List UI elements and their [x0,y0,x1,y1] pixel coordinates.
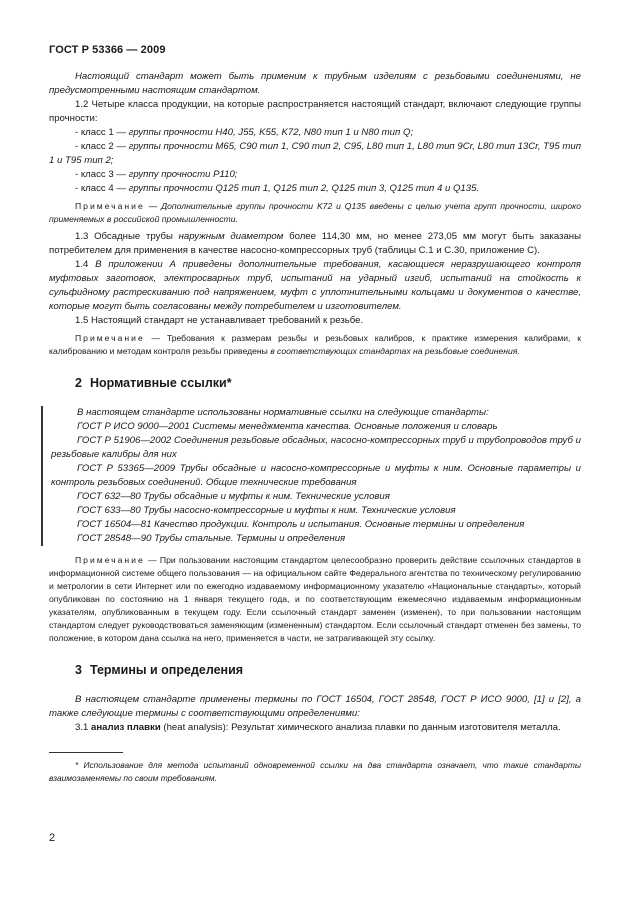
terms-intro: В настоящем стандарте применены термины по ГОСТ 16504, ГОСТ 28548, ГОСТ Р ИСО 9000, [1] и [2], а также следующие термины с соответствующими определениями: [49,694,581,719]
class-label: - класс 1 — [75,127,129,138]
clause-1-5: 1.5 Настоящий стандарт не устанавливает требований к резьбе. [75,315,364,326]
clause-1-2: 1.2 Четыре класса продукции, на которые распространяется настоящий стандарт, включают следующие группы прочности: [49,99,581,124]
note-1-2 [49,200,581,226]
class-label: - класс 2 — [75,141,129,152]
class-list-item [49,126,581,140]
section-title: Нормативные ссылки* [89,376,232,390]
note-1-5 [49,332,581,358]
reference-item: ГОСТ 632—80 Трубы обсадные и муфты к ним. Технические условия [77,491,390,502]
term-definition: (heat analysis): Результат химического анализа плавки по данным изготовителя металла. [160,722,561,733]
footnote-divider [49,752,123,753]
reference-item: ГОСТ Р 53365—2009 Трубы обсадные и насосно-компрессорные и муфты к ним. Основные параметры и контроль резьбовых соединений. Общие технические требования [51,463,581,488]
section-title: Термины и определения [89,663,244,677]
note-text: — Дополнительные группы прочности K72 и Q135 введены с целью учета групп прочности, широко применяемых в российской промышленности. [49,201,581,224]
class-label: - класс 3 — [75,169,129,180]
normative-references-block [41,406,581,546]
note-label: Примечание [75,555,145,565]
class-list-item [49,168,581,182]
document-header: ГОСТ Р 53366 — 2009 [49,44,166,56]
reference-item: ГОСТ 633—80 Трубы насосно-компрессорные и муфты к ним. Технические условия [77,505,456,516]
note-text: — При пользовании настоящим стандартом целесообразно проверить действие ссылочных стандартов в информационной системе общего пользования — на официальном сайте Федерального агентства по техническому регулированию и метрологии в сети Интернет или по ежегодно издаваемому информационному указателю «Национальные стандарты», который опубликован по состоянию на 1 января текущего года, и по соответствующим ежемесячно издаваемым информационным указателям, опубликованным в текущем году. Если ссылочный стандарт заменен (изменен), то при пользовании настоящим стандартом следует руководствоваться заменяющим (измененным) стандартом. Если ссылочный стандарт отменен без замены, то положение, в котором дана ссылка на него, применяется в части, не затрагивающей эту ссылку. [49,555,581,643]
term-number: 3.1 [75,722,92,733]
class-list-item [49,182,581,196]
references-intro: В настоящем стандарте использованы нормативные ссылки на следующие стандарты: [77,407,489,418]
reference-item: ГОСТ Р 51906—2002 Соединения резьбовые обсадных, насосно-компрессорных труб и трубопроводов труб и резьбовые калибры для них [51,435,581,460]
section-number: 3 [75,663,82,677]
page-number: 2 [49,832,56,844]
clause-text: 1.3 Обсадные трубы [75,231,179,242]
clause-1-3 [49,230,581,258]
intro-paragraph: Настоящий стандарт может быть применим к трубным изделиям с резьбовыми соединениями, не предусмотренными настоящим стандартом. [49,71,581,96]
footnote: * Использование для метода испытаний одновременной ссылки на два стандарта означает, что такие стандарты взаимозаменяемы по своим требованиям. [49,760,581,783]
note-section-2 [49,554,581,645]
term-3-1 [49,721,581,735]
class-text: группы прочности Н40, J55, K55, K72, N80 тип 1 и N80 тип Q; [128,127,414,138]
reference-item: ГОСТ Р ИСО 9000—2001 Системы менеджмента качества. Основные положения и словарь [77,421,498,432]
section-3-heading [75,663,581,677]
note-label: Примечание [75,201,145,211]
reference-item: ГОСТ 28548—90 Трубы стальные. Термины и определения [77,533,346,544]
clause-number: 1.4 [75,259,96,270]
note-emphasis: в соответствующих стандартах на резьбовые соединения. [270,346,520,356]
reference-item: ГОСТ 16504—81 Качество продукции. Контроль и испытания. Основные термины и определения [77,519,525,530]
section-2-heading [75,376,581,390]
page-content [49,70,581,785]
class-text: группы прочности Q125 тип 1, Q125 тип 2, Q125 тип 3, Q125 тип 4 и Q135. [128,183,480,194]
clause-1-4 [49,258,581,314]
term-name: анализ плавки [91,722,161,733]
clause-text: В приложении А приведены дополнительные требования, касающиеся неразрушающего контроля муфтовых заготовок, электросварных труб, испытаний на ударный изгиб, испытаний на стойкость к сульфидному растрескиванию под напряжением, муфт с уплотнительными кольцами и документов о качестве, которые могут быть согласованы между потребителем и изготовителем. [49,259,581,312]
section-number: 2 [75,376,82,390]
class-text: группы прочности M65, C90 тип 1, C90 тип 2, C95, L80 тип 1, L80 тип 9Cr, L80 тип 13Cr, T95 тип 1 и T95 тип 2; [49,141,581,166]
clause-text: более 114,30 мм, но менее 273,05 мм могут быть заказаны потребителем для применения в качестве насосно-компрессорных труб (таблицы С.1 и С.30, приложение С). [49,231,581,256]
class-list-item [49,140,581,168]
class-text: группу прочности P110; [128,169,238,180]
note-label: Примечание [75,333,145,343]
clause-emphasis: наружным диаметром [178,231,284,242]
class-label: - класс 4 — [75,183,129,194]
note-text: — Требования к размерам резьбы и резьбовых калибров, к практике измерения калибрами, к калиброванию и методам контроля резьбы приведены [49,333,581,356]
